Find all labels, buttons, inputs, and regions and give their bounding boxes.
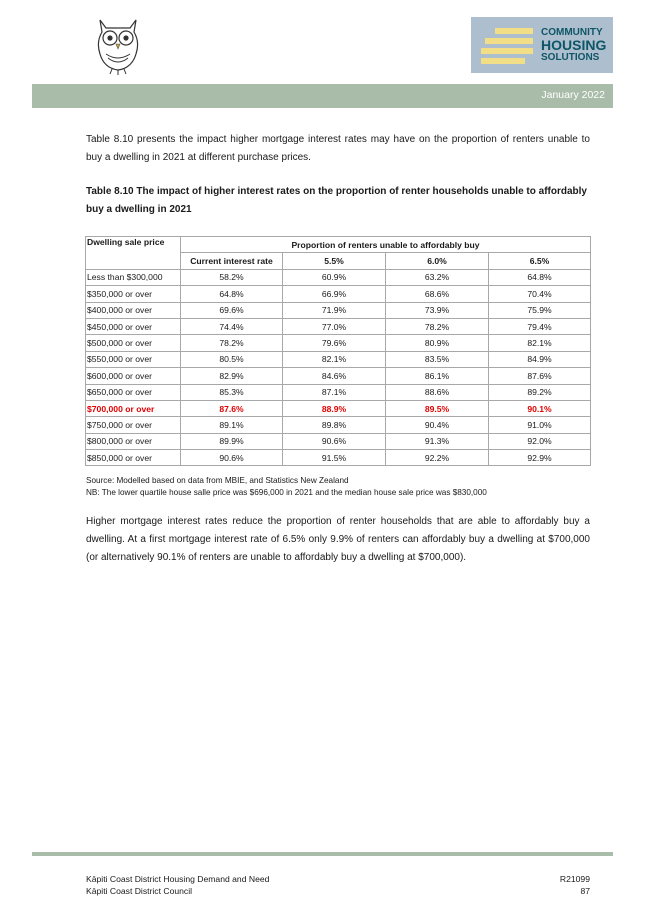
- row-value: 80.9%: [386, 335, 489, 351]
- row-label: $550,000 or over: [86, 351, 181, 367]
- row-value: 88.6%: [386, 384, 489, 400]
- footer-report-code: R21099: [559, 874, 590, 884]
- logo-line-housing: HOUSING: [541, 37, 607, 53]
- row-value: 88.9%: [283, 400, 386, 416]
- row-value: 91.5%: [283, 450, 386, 466]
- row-value: 64.8%: [181, 286, 283, 302]
- table-row: [86, 417, 591, 433]
- col-header-dwelling-price: Dwelling sale price: [86, 237, 181, 270]
- row-value: 73.9%: [386, 302, 489, 318]
- row-value: 70.4%: [489, 286, 591, 302]
- sub-header-current: Current interest rate: [181, 253, 283, 269]
- table-row: [86, 269, 591, 285]
- row-value: 82.1%: [489, 335, 591, 351]
- table-row: [86, 433, 591, 449]
- row-value: 75.9%: [489, 302, 591, 318]
- footer-page-number: 87: [580, 886, 590, 896]
- row-label: $650,000 or over: [86, 384, 181, 400]
- table-row: [86, 400, 591, 416]
- row-value: 79.6%: [283, 335, 386, 351]
- row-value: 84.9%: [489, 351, 591, 367]
- row-label: $450,000 or over: [86, 318, 181, 334]
- row-value: 80.5%: [181, 351, 283, 367]
- footer-council: Kāpiti Coast District Council: [86, 886, 193, 896]
- table-row: [86, 302, 591, 318]
- row-label: $750,000 or over: [86, 417, 181, 433]
- row-label: $850,000 or over: [86, 450, 181, 466]
- source-note: Source: Modelled based on data from MBIE, and Statistics New Zealand: [86, 476, 349, 485]
- row-value: 85.3%: [181, 384, 283, 400]
- row-label: Less than $300,000: [86, 269, 181, 285]
- row-label: $700,000 or over: [86, 400, 181, 416]
- row-value: 90.6%: [283, 433, 386, 449]
- row-value: 87.6%: [489, 368, 591, 384]
- table-row: [86, 351, 591, 367]
- table-notes: [86, 475, 487, 499]
- row-value: 66.9%: [283, 286, 386, 302]
- row-value: 71.9%: [283, 302, 386, 318]
- row-value: 91.3%: [386, 433, 489, 449]
- footer-left: [86, 873, 269, 897]
- row-value: 90.1%: [489, 400, 591, 416]
- row-value: 91.0%: [489, 417, 591, 433]
- table-row: [86, 335, 591, 351]
- sub-header-6-5: 6.5%: [489, 253, 591, 269]
- row-value: 68.6%: [386, 286, 489, 302]
- row-value: 89.9%: [181, 433, 283, 449]
- table-body: [86, 269, 591, 466]
- row-value: 89.5%: [386, 400, 489, 416]
- row-value: 89.2%: [489, 384, 591, 400]
- row-label: $800,000 or over: [86, 433, 181, 449]
- table-row: [86, 286, 591, 302]
- row-value: 77.0%: [283, 318, 386, 334]
- footer-report-title: Kāpiti Coast District Housing Demand and Need: [86, 874, 270, 884]
- row-value: 82.9%: [181, 368, 283, 384]
- header-band: [32, 84, 613, 108]
- footer-divider: [32, 852, 613, 856]
- group-header-proportion: Proportion of renters unable to affordably buy: [181, 237, 591, 253]
- table-row: [86, 450, 591, 466]
- row-value: 90.6%: [181, 450, 283, 466]
- row-label: $500,000 or over: [86, 335, 181, 351]
- footer-right: [560, 873, 590, 897]
- row-value: 64.8%: [489, 269, 591, 285]
- owl-logo-icon: [92, 14, 144, 76]
- intro-paragraph: Table 8.10 presents the impact higher mortgage interest rates may have on the proportion of renters unable to buy a dwelling in 2021 at different purchase prices.: [86, 134, 590, 163]
- row-value: 92.2%: [386, 450, 489, 466]
- table-row: [86, 318, 591, 334]
- table-row: [86, 384, 591, 400]
- row-label: $400,000 or over: [86, 302, 181, 318]
- sub-header-6-0: 6.0%: [386, 253, 489, 269]
- table-caption: Table 8.10 The impact of higher interest rates on the proportion of renter households unable to affordably buy a dwelling in 2021: [86, 186, 587, 215]
- row-value: 84.6%: [283, 368, 386, 384]
- row-label: $350,000 or over: [86, 286, 181, 302]
- body-paragraph: Higher mortgage interest rates reduce the proportion of renter households that are able to affordably buy a dwelling. At a first mortgage interest rate of 6.5% only 9.9% of renters can affordably buy a dwelling at $700,000 (or alternatively 90.1% of renters are unable to affordably buy a dwelling at $700,000).: [86, 516, 590, 563]
- row-value: 60.9%: [283, 269, 386, 285]
- row-value: 92.9%: [489, 450, 591, 466]
- row-value: 82.1%: [283, 351, 386, 367]
- row-value: 90.4%: [386, 417, 489, 433]
- row-value: 87.1%: [283, 384, 386, 400]
- house-bars-icon: [481, 26, 537, 66]
- logo-line-community: COMMUNITY: [541, 27, 603, 38]
- row-value: 69.6%: [181, 302, 283, 318]
- row-value: 58.2%: [181, 269, 283, 285]
- row-value: 87.6%: [181, 400, 283, 416]
- row-label: $600,000 or over: [86, 368, 181, 384]
- row-value: 74.4%: [181, 318, 283, 334]
- row-value: 63.2%: [386, 269, 489, 285]
- row-value: 89.8%: [283, 417, 386, 433]
- nb-note: NB: The lower quartile house salle price was $696,000 in 2021 and the median house sale price was $830,000: [86, 488, 487, 497]
- sub-header-5-5: 5.5%: [283, 253, 386, 269]
- interest-rate-table: [85, 236, 591, 466]
- row-value: 86.1%: [386, 368, 489, 384]
- row-value: 83.5%: [386, 351, 489, 367]
- table-row: [86, 368, 591, 384]
- community-housing-solutions-logo: [471, 17, 613, 73]
- row-value: 89.1%: [181, 417, 283, 433]
- row-value: 92.0%: [489, 433, 591, 449]
- row-value: 78.2%: [386, 318, 489, 334]
- header-date: January 2022: [541, 89, 605, 101]
- row-value: 79.4%: [489, 318, 591, 334]
- logo-line-solutions: SOLUTIONS: [541, 52, 600, 63]
- row-value: 78.2%: [181, 335, 283, 351]
